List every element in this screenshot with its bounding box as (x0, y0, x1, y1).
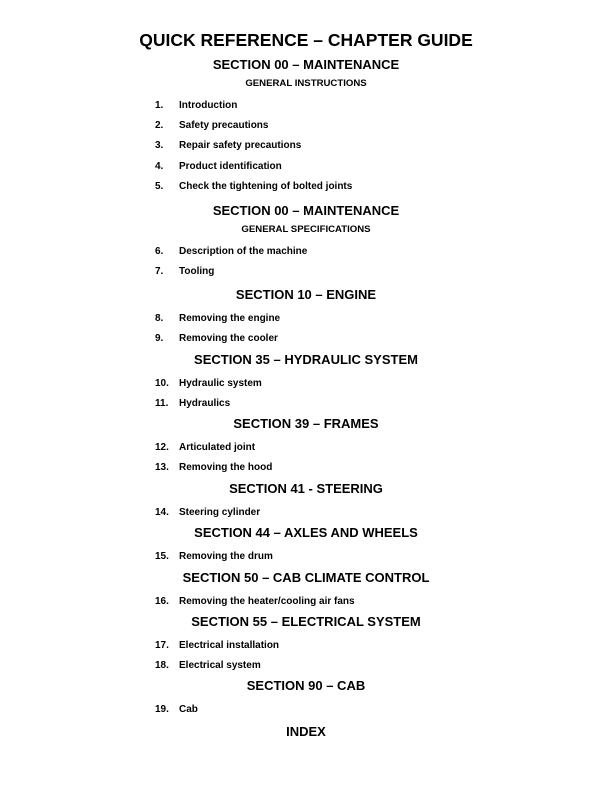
section-heading: SECTION 44 – AXLES AND WHEELS (194, 525, 418, 540)
chapter-number: 11. (155, 398, 169, 410)
chapter-item[interactable] (0, 262, 612, 282)
chapter-title: Safety precautions (179, 120, 269, 132)
chapter-number: 12. (155, 442, 169, 453)
page-title: QUICK REFERENCE – CHAPTER GUIDE (139, 30, 473, 50)
chapter-number: 15. (155, 551, 169, 562)
section-subheading: GENERAL SPECIFICATIONS (241, 224, 371, 235)
section-heading: SECTION 39 – FRAMES (233, 416, 379, 431)
section-block (0, 416, 612, 478)
chapter-number: 19. (155, 704, 169, 715)
chapter-number: 6. (155, 246, 164, 257)
chapter-list (0, 636, 612, 676)
section-block (0, 525, 612, 567)
chapter-item[interactable] (0, 177, 612, 197)
chapter-number: 3. (155, 140, 164, 152)
chapter-number: 17. (155, 640, 169, 651)
section-heading: SECTION 00 – MAINTENANCE (212, 203, 400, 218)
section-heading: SECTION 90 – CAB (246, 678, 366, 693)
chapter-list (0, 242, 612, 282)
chapter-number: 14. (155, 507, 169, 518)
chapter-list (0, 700, 612, 720)
chapter-number: 1. (155, 100, 164, 111)
chapter-title: Steering cylinder (179, 507, 261, 518)
section-block (0, 352, 612, 414)
chapter-item[interactable] (0, 438, 612, 458)
chapter-title: Electrical system (179, 660, 261, 672)
section-block (0, 570, 612, 612)
chapter-number: 10. (155, 378, 169, 389)
chapter-number: 18. (155, 660, 169, 672)
chapter-item[interactable] (0, 700, 612, 720)
chapter-list (0, 503, 612, 523)
section-heading: SECTION 55 – ELECTRICAL SYSTEM (191, 614, 421, 629)
section-heading: SECTION 10 – ENGINE (235, 287, 377, 302)
chapter-title: Tooling (179, 266, 215, 278)
chapter-item[interactable] (0, 116, 612, 136)
section-block (0, 287, 612, 349)
section-block (0, 57, 612, 197)
chapter-list (0, 547, 612, 567)
chapter-title: Hydraulics (179, 398, 231, 410)
chapter-number: 7. (155, 266, 164, 278)
chapter-item[interactable] (0, 136, 612, 156)
chapter-title: Product identification (179, 160, 282, 172)
chapter-item[interactable] (0, 656, 612, 676)
chapter-title: Articulated joint (179, 442, 256, 453)
section-subheading: GENERAL INSTRUCTIONS (245, 78, 367, 89)
chapter-list (0, 438, 612, 478)
section-block (0, 678, 612, 720)
section-heading: SECTION 35 – HYDRAULIC SYSTEM (194, 352, 418, 367)
chapter-title: Check the tightening of bolted joints (179, 180, 353, 192)
chapter-item[interactable] (0, 394, 612, 414)
chapter-item[interactable] (0, 547, 612, 567)
chapter-title: Introduction (179, 100, 238, 111)
section-heading: SECTION 50 – CAB CLIMATE CONTROL (182, 570, 430, 585)
chapter-item[interactable] (0, 636, 612, 656)
chapter-title: Removing the hood (179, 462, 273, 474)
chapter-title: Removing the engine (179, 313, 281, 324)
chapter-list (0, 96, 612, 197)
chapter-item[interactable] (0, 96, 612, 116)
chapter-item[interactable] (0, 242, 612, 262)
chapter-list (0, 309, 612, 349)
section-block (0, 614, 612, 676)
index-link[interactable]: INDEX (286, 724, 326, 739)
chapter-number: 8. (155, 313, 164, 324)
chapter-item[interactable] (0, 157, 612, 177)
chapter-number: 4. (155, 160, 164, 172)
chapter-list (0, 374, 612, 414)
chapter-title: Removing the heater/cooling air fans (179, 596, 355, 607)
chapter-item[interactable] (0, 503, 612, 523)
chapter-title: Electrical installation (179, 640, 280, 651)
section-block (0, 203, 612, 282)
chapter-number: 2. (155, 120, 164, 132)
chapter-title: Removing the drum (179, 551, 273, 562)
chapter-title: Hydraulic system (179, 378, 262, 389)
chapter-number: 13. (155, 462, 169, 474)
chapter-item[interactable] (0, 309, 612, 329)
chapter-title: Removing the cooler (179, 333, 278, 345)
chapter-item[interactable] (0, 329, 612, 349)
section-heading: SECTION 00 – MAINTENANCE (212, 57, 400, 72)
chapter-item[interactable] (0, 592, 612, 612)
chapter-list (0, 592, 612, 612)
chapter-item[interactable] (0, 374, 612, 394)
chapter-title: Cab (179, 704, 198, 715)
chapter-number: 16. (155, 596, 169, 607)
chapter-item[interactable] (0, 458, 612, 478)
chapter-title: Repair safety precautions (179, 140, 302, 152)
section-block (0, 481, 612, 523)
section-heading: SECTION 41 - STEERING (229, 481, 383, 496)
chapter-title: Description of the machine (179, 246, 308, 257)
chapter-number: 9. (155, 333, 164, 345)
chapter-number: 5. (155, 180, 164, 192)
